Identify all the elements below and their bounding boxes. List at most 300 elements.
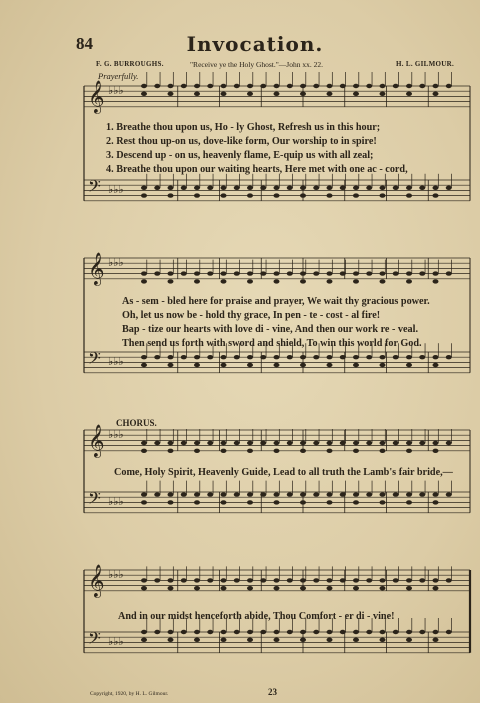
note-head <box>154 355 160 359</box>
stanza2-line3: Bap - tize our hearts with love di - vine, And then our work re - veal. <box>122 324 418 335</box>
note-head <box>353 363 359 367</box>
note-head <box>380 441 386 445</box>
note-head <box>181 441 187 445</box>
note-head <box>274 578 280 582</box>
note-head <box>406 500 412 504</box>
note-head <box>313 186 319 190</box>
note-head <box>207 271 213 275</box>
note-head <box>433 355 439 359</box>
note-head <box>446 84 452 88</box>
note-head <box>274 279 280 283</box>
note-head <box>327 355 333 359</box>
note-head <box>380 193 386 197</box>
note-head <box>194 355 200 359</box>
bass-clef-icon: 𝄢 <box>88 176 101 200</box>
note-head <box>194 271 200 275</box>
note-head <box>327 638 333 642</box>
note-head <box>380 355 386 359</box>
note-head <box>366 355 372 359</box>
note-head <box>234 186 240 190</box>
note-head <box>393 492 399 496</box>
note-head <box>274 92 280 96</box>
note-head <box>181 355 187 359</box>
note-head <box>207 84 213 88</box>
note-head <box>433 84 439 88</box>
note-head <box>313 84 319 88</box>
note-head <box>207 492 213 496</box>
note-head <box>353 586 359 590</box>
note-head <box>300 638 306 642</box>
note-head <box>380 578 386 582</box>
note-head <box>366 630 372 634</box>
note-head <box>353 492 359 496</box>
note-head <box>327 492 333 496</box>
note-head <box>353 193 359 197</box>
hymn-title: Invocation. <box>186 32 324 56</box>
note-head <box>353 449 359 453</box>
note-head <box>433 186 439 190</box>
note-head <box>300 630 306 634</box>
note-head <box>287 441 293 445</box>
note-head <box>366 441 372 445</box>
note-head <box>247 92 253 96</box>
note-head <box>221 186 227 190</box>
note-head <box>300 193 306 197</box>
key-signature-flats-icon: ♭♭♭ <box>108 495 124 508</box>
note-head <box>313 578 319 582</box>
note-head <box>154 84 160 88</box>
note-head <box>274 84 280 88</box>
note-head <box>194 186 200 190</box>
note-head <box>141 363 147 367</box>
note-head <box>433 193 439 197</box>
note-head <box>366 578 372 582</box>
lyricist-credit: F. G. BURROUGHS. <box>96 60 164 68</box>
note-head <box>327 578 333 582</box>
note-head <box>380 492 386 496</box>
note-head <box>141 355 147 359</box>
stanza1-line1: 1. Breathe thou upon us, Ho - ly Ghost, Refresh us in this hour; <box>106 122 381 133</box>
note-head <box>353 84 359 88</box>
note-head <box>406 441 412 445</box>
note-head <box>340 630 346 634</box>
note-head <box>260 630 266 634</box>
note-head <box>194 586 200 590</box>
note-head <box>393 441 399 445</box>
note-head <box>340 441 346 445</box>
note-head <box>380 186 386 190</box>
note-head <box>433 271 439 275</box>
note-head <box>353 441 359 445</box>
note-head <box>313 492 319 496</box>
note-head <box>353 271 359 275</box>
note-head <box>433 441 439 445</box>
note-head <box>207 578 213 582</box>
note-head <box>419 441 425 445</box>
note-head <box>433 449 439 453</box>
key-signature-flats-icon: ♭♭♭ <box>108 635 124 648</box>
tempo-marking: Prayerfully. <box>98 71 139 81</box>
stanza1-line4: 4. Breathe thou upon our waiting hearts, Here met with one ac - cord, <box>106 164 408 175</box>
note-head <box>168 630 174 634</box>
note-head <box>287 355 293 359</box>
treble-clef-icon: 𝄞 <box>88 80 105 113</box>
note-head <box>393 578 399 582</box>
note-head <box>221 92 227 96</box>
note-head <box>380 271 386 275</box>
note-head <box>168 638 174 642</box>
bass-clef-icon: 𝄢 <box>88 628 101 652</box>
note-head <box>154 578 160 582</box>
note-head <box>313 441 319 445</box>
note-head <box>234 84 240 88</box>
note-head <box>419 630 425 634</box>
note-head <box>406 630 412 634</box>
note-head <box>287 492 293 496</box>
note-head <box>406 363 412 367</box>
note-head <box>247 638 253 642</box>
note-head <box>221 363 227 367</box>
treble-clef-icon: 𝄞 <box>88 424 105 457</box>
treble-clef-icon: 𝄞 <box>88 252 105 285</box>
copyright-notice: Copyright, 1920, by H. L. Gilmour. <box>90 691 169 697</box>
page-number: 84 <box>76 34 93 53</box>
note-head <box>380 630 386 634</box>
note-head <box>274 449 280 453</box>
note-head <box>260 271 266 275</box>
note-head <box>194 84 200 88</box>
note-head <box>274 630 280 634</box>
note-head <box>393 630 399 634</box>
note-head <box>327 84 333 88</box>
note-head <box>168 578 174 582</box>
note-head <box>300 586 306 590</box>
note-head <box>141 630 147 634</box>
note-head <box>221 492 227 496</box>
note-head <box>168 271 174 275</box>
note-head <box>221 84 227 88</box>
note-head <box>446 441 452 445</box>
note-head <box>433 279 439 283</box>
note-head <box>340 492 346 496</box>
note-head <box>181 271 187 275</box>
note-head <box>300 92 306 96</box>
note-head <box>194 441 200 445</box>
note-head <box>433 630 439 634</box>
key-signature-flats-icon: ♭♭♭ <box>108 428 124 441</box>
note-head <box>181 492 187 496</box>
note-head <box>247 578 253 582</box>
bass-clef-icon: 𝄢 <box>88 488 101 512</box>
note-head <box>313 271 319 275</box>
note-head <box>234 492 240 496</box>
note-head <box>300 500 306 504</box>
note-head <box>406 84 412 88</box>
note-head <box>380 363 386 367</box>
note-head <box>221 586 227 590</box>
note-head <box>353 279 359 283</box>
note-head <box>380 92 386 96</box>
note-head <box>406 186 412 190</box>
note-head <box>327 193 333 197</box>
note-head <box>274 500 280 504</box>
note-head <box>221 638 227 642</box>
note-head <box>247 449 253 453</box>
note-head <box>446 271 452 275</box>
note-head <box>433 586 439 590</box>
note-head <box>221 578 227 582</box>
note-head <box>274 186 280 190</box>
note-head <box>247 84 253 88</box>
note-head <box>406 638 412 642</box>
note-head <box>274 492 280 496</box>
note-head <box>141 186 147 190</box>
note-head <box>380 279 386 283</box>
note-head <box>221 500 227 504</box>
note-head <box>446 355 452 359</box>
note-head <box>366 271 372 275</box>
note-head <box>221 441 227 445</box>
note-head <box>168 441 174 445</box>
note-head <box>168 586 174 590</box>
note-head <box>168 355 174 359</box>
note-head <box>247 492 253 496</box>
note-head <box>380 586 386 590</box>
note-head <box>247 363 253 367</box>
note-head <box>221 449 227 453</box>
note-head <box>300 84 306 88</box>
note-head <box>446 492 452 496</box>
note-head <box>141 271 147 275</box>
note-head <box>141 92 147 96</box>
note-head <box>327 279 333 283</box>
note-head <box>393 271 399 275</box>
note-head <box>287 84 293 88</box>
note-head <box>380 500 386 504</box>
note-head <box>207 441 213 445</box>
note-head <box>446 186 452 190</box>
note-head <box>327 441 333 445</box>
note-head <box>366 186 372 190</box>
note-head <box>380 449 386 453</box>
note-head <box>419 186 425 190</box>
note-head <box>154 492 160 496</box>
note-head <box>247 355 253 359</box>
note-head <box>141 578 147 582</box>
note-head <box>300 449 306 453</box>
note-head <box>353 355 359 359</box>
note-head <box>327 449 333 453</box>
note-head <box>168 92 174 96</box>
note-head <box>168 84 174 88</box>
note-head <box>260 578 266 582</box>
note-head <box>419 578 425 582</box>
note-head <box>194 193 200 197</box>
note-head <box>393 84 399 88</box>
key-signature-flats-icon: ♭♭♭ <box>108 568 124 581</box>
note-head <box>247 586 253 590</box>
note-head <box>406 193 412 197</box>
note-head <box>327 630 333 634</box>
stanza2-line2: Oh, let us now be - hold thy grace, In pen - te - cost - al fire! <box>122 310 381 321</box>
note-head <box>194 449 200 453</box>
note-head <box>300 279 306 283</box>
note-head <box>260 186 266 190</box>
note-head <box>433 578 439 582</box>
note-head <box>340 186 346 190</box>
note-head <box>406 355 412 359</box>
note-head <box>393 186 399 190</box>
note-head <box>168 363 174 367</box>
note-head <box>419 355 425 359</box>
note-head <box>247 193 253 197</box>
note-head <box>327 500 333 504</box>
note-head <box>313 355 319 359</box>
note-head <box>247 441 253 445</box>
treble-clef-icon: 𝄞 <box>88 564 105 597</box>
note-head <box>194 363 200 367</box>
composer-credit: H. L. GILMOUR. <box>396 60 455 68</box>
note-head <box>247 271 253 275</box>
chorus-line: Come, Holy Spirit, Heavenly Guide, Lead to all truth the Lamb's fair bride,— <box>114 467 453 478</box>
note-head <box>353 186 359 190</box>
note-head <box>406 271 412 275</box>
folio-number: 23 <box>268 687 277 697</box>
note-head <box>300 578 306 582</box>
note-head <box>168 492 174 496</box>
note-head <box>141 449 147 453</box>
stanza2-line1: As - sem - bled here for praise and prayer, We wait thy gracious power. <box>122 296 430 307</box>
note-head <box>141 586 147 590</box>
note-head <box>406 449 412 453</box>
chorus-label: CHORUS. <box>116 418 157 428</box>
note-head <box>168 449 174 453</box>
note-head <box>287 578 293 582</box>
note-head <box>274 193 280 197</box>
note-head <box>300 271 306 275</box>
note-head <box>141 500 147 504</box>
note-head <box>327 586 333 590</box>
note-head <box>287 186 293 190</box>
note-head <box>353 578 359 582</box>
note-head <box>221 630 227 634</box>
note-head <box>393 355 399 359</box>
note-head <box>260 441 266 445</box>
note-head <box>154 271 160 275</box>
key-signature-flats-icon: ♭♭♭ <box>108 355 124 368</box>
scripture-reference: "Receive ye the Holy Ghost."—John xx. 22. <box>190 60 323 69</box>
bass-clef-icon: 𝄢 <box>88 348 101 372</box>
note-head <box>419 492 425 496</box>
note-head <box>433 492 439 496</box>
note-head <box>419 271 425 275</box>
note-head <box>194 92 200 96</box>
note-head <box>234 355 240 359</box>
note-head <box>181 578 187 582</box>
stanza2-line4: Then send us forth with sword and shield, To win this world for God. <box>122 338 422 349</box>
note-head <box>287 271 293 275</box>
note-head <box>406 586 412 590</box>
note-head <box>194 279 200 283</box>
note-head <box>287 630 293 634</box>
note-head <box>327 92 333 96</box>
note-head <box>406 92 412 96</box>
note-head <box>406 578 412 582</box>
note-head <box>327 271 333 275</box>
note-head <box>234 578 240 582</box>
note-head <box>154 441 160 445</box>
note-head <box>207 355 213 359</box>
note-head <box>247 500 253 504</box>
note-head <box>366 84 372 88</box>
key-signature-flats-icon: ♭♭♭ <box>108 84 124 97</box>
note-head <box>154 630 160 634</box>
note-head <box>313 630 319 634</box>
note-head <box>194 630 200 634</box>
note-head <box>366 492 372 496</box>
note-head <box>141 492 147 496</box>
note-head <box>274 355 280 359</box>
note-head <box>260 492 266 496</box>
note-head <box>380 638 386 642</box>
note-head <box>340 271 346 275</box>
note-head <box>141 193 147 197</box>
note-head <box>247 279 253 283</box>
note-head <box>234 271 240 275</box>
note-head <box>234 630 240 634</box>
note-head <box>221 193 227 197</box>
note-head <box>260 84 266 88</box>
note-head <box>221 279 227 283</box>
note-head <box>300 355 306 359</box>
note-head <box>194 578 200 582</box>
final-line: And in our midst henceforth abide, Thou Comfort - er di - vine! <box>118 611 395 622</box>
stanza1-line2: 2. Rest thou up-on us, dove-like form, Our worship to in spire! <box>106 136 377 147</box>
note-head <box>154 186 160 190</box>
key-signature-flats-icon: ♭♭♭ <box>108 256 124 269</box>
note-head <box>353 500 359 504</box>
note-head <box>168 186 174 190</box>
stanza1-line3: 3. Descend up - on us, heavenly flame, E-quip us with all zeal; <box>106 150 374 161</box>
note-head <box>433 638 439 642</box>
note-head <box>234 441 240 445</box>
note-head <box>327 363 333 367</box>
note-head <box>274 271 280 275</box>
note-head <box>433 363 439 367</box>
note-head <box>181 630 187 634</box>
note-head <box>168 193 174 197</box>
note-head <box>327 186 333 190</box>
note-head <box>260 355 266 359</box>
note-head <box>406 279 412 283</box>
note-head <box>207 630 213 634</box>
note-head <box>274 363 280 367</box>
note-head <box>221 271 227 275</box>
note-head <box>406 492 412 496</box>
note-head <box>194 492 200 496</box>
note-head <box>446 578 452 582</box>
note-head <box>247 186 253 190</box>
note-head <box>340 355 346 359</box>
note-head <box>446 630 452 634</box>
note-head <box>380 84 386 88</box>
note-head <box>194 638 200 642</box>
note-head <box>194 500 200 504</box>
note-head <box>433 92 439 96</box>
note-head <box>274 638 280 642</box>
note-head <box>300 186 306 190</box>
note-head <box>247 630 253 634</box>
